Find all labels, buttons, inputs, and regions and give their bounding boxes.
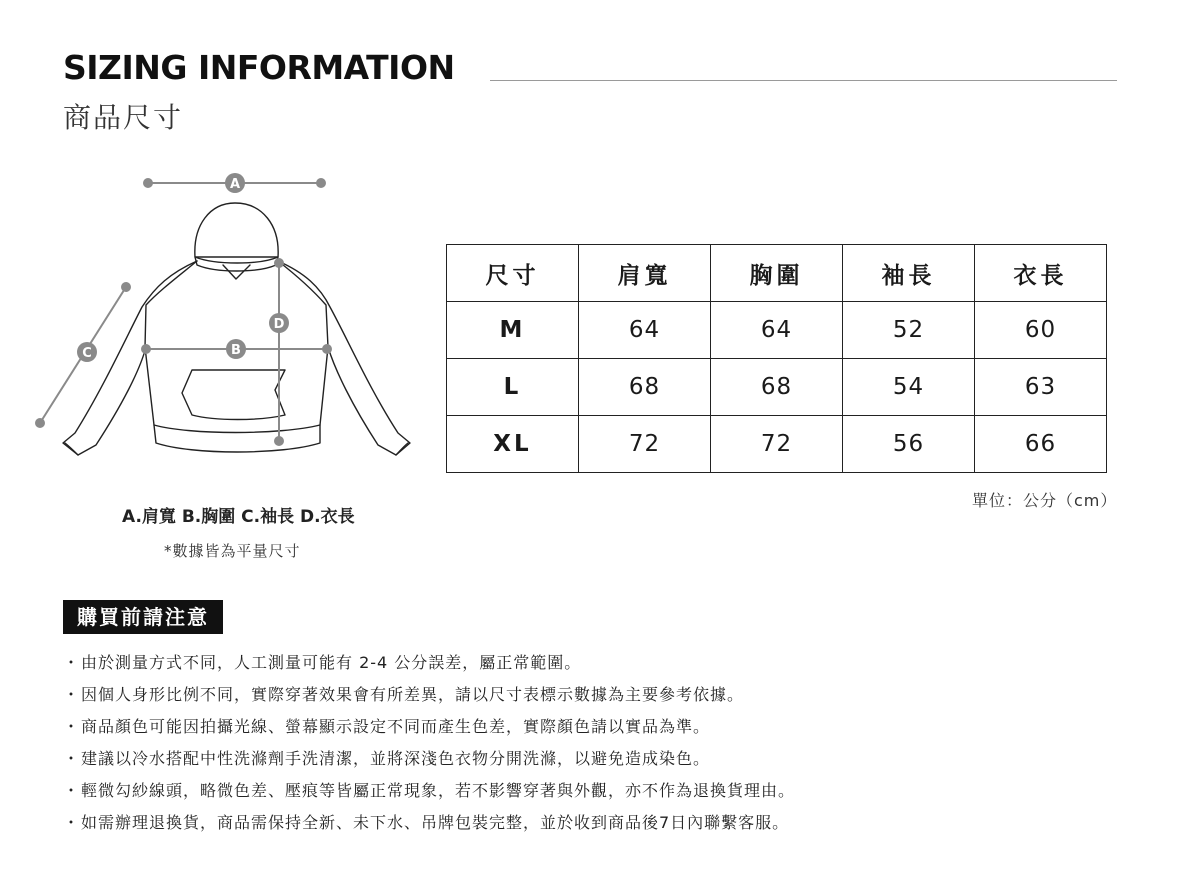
list-item [63, 746, 795, 778]
list-item [63, 650, 795, 682]
table-cell: 52 [843, 302, 975, 359]
svg-text:C: C [82, 346, 92, 361]
notice-text: 由於測量方式不同，人工測量可能有 2-4 公分誤差，屬正常範圍。 [81, 653, 582, 672]
bullet: ・ [63, 781, 81, 800]
list-item [63, 810, 795, 842]
list-item [63, 682, 795, 714]
notice-list [63, 650, 795, 842]
kangaroo-pocket [182, 370, 285, 420]
table-cell: 68 [711, 359, 843, 416]
size-label: XL [447, 416, 579, 473]
size-label: M [447, 302, 579, 359]
page-subtitle: 商品尺寸 [63, 101, 184, 134]
table-row [447, 416, 1107, 473]
marker-c [77, 342, 97, 362]
table-header-cell: 衣長 [975, 245, 1107, 302]
table-header-cell: 尺寸 [447, 245, 579, 302]
table-cell: 56 [843, 416, 975, 473]
measurement-legend: A.肩寬 B.胸圍 C.袖長 D.衣長 [122, 507, 355, 527]
table-cell: 66 [975, 416, 1107, 473]
table-header-cell: 胸圍 [711, 245, 843, 302]
svg-text:D: D [273, 317, 285, 332]
bullet: ・ [63, 685, 81, 704]
size-label: L [447, 359, 579, 416]
notice-text: 商品顏色可能因拍攝光線、螢幕顯示設定不同而產生色差，實際顏色請以實品為準。 [81, 717, 711, 736]
table-cell: 64 [579, 302, 711, 359]
table-header-cell: 袖長 [843, 245, 975, 302]
table-row [447, 302, 1107, 359]
table-cell: 68 [579, 359, 711, 416]
hoodie-measurement-diagram [30, 165, 430, 465]
marker-a [225, 173, 245, 193]
title-divider [490, 80, 1117, 81]
list-item [63, 778, 795, 810]
notice-text: 如需辦理退換貨，商品需保持全新、未下水、吊牌包裝完整，並於收到商品後7日內聯繫客服。 [81, 813, 790, 832]
table-cell: 54 [843, 359, 975, 416]
marker-d [269, 313, 289, 333]
notice-text: 建議以冷水搭配中性洗滌劑手洗清潔，並將深淺色衣物分開洗滌，以避免造成染色。 [81, 749, 711, 768]
notice-heading: 購買前請注意 [63, 600, 223, 634]
table-cell: 64 [711, 302, 843, 359]
list-item [63, 714, 795, 746]
page-title: SIZING INFORMATION [63, 48, 455, 87]
table-header-cell: 肩寬 [579, 245, 711, 302]
measurement-note: *數據皆為平量尺寸 [164, 542, 301, 560]
table-cell: 72 [711, 416, 843, 473]
table-row [447, 359, 1107, 416]
hood-outline [195, 203, 278, 257]
svg-text:B: B [231, 343, 241, 358]
hood-opening [195, 257, 278, 271]
notice-text: 因個人身形比例不同，實際穿著效果會有所差異，請以尺寸表標示數據為主要參考依據。 [81, 685, 745, 704]
bullet: ・ [63, 717, 81, 736]
table-cell: 72 [579, 416, 711, 473]
bullet: ・ [63, 813, 81, 832]
bullet: ・ [63, 653, 81, 672]
notice-text: 輕微勾紗線頭，略微色差、壓痕等皆屬正常現象，若不影響穿著與外觀，亦不作為退換貨理由。 [81, 781, 796, 800]
bullet: ・ [63, 749, 81, 768]
svg-text:A: A [229, 177, 241, 192]
right-sleeve [278, 261, 410, 455]
marker-b [226, 339, 246, 359]
unit-label: 單位：公分（cm） [972, 491, 1118, 510]
table-cell: 60 [975, 302, 1107, 359]
table-cell: 63 [975, 359, 1107, 416]
table-header-row [447, 245, 1107, 302]
size-table [446, 244, 1107, 473]
